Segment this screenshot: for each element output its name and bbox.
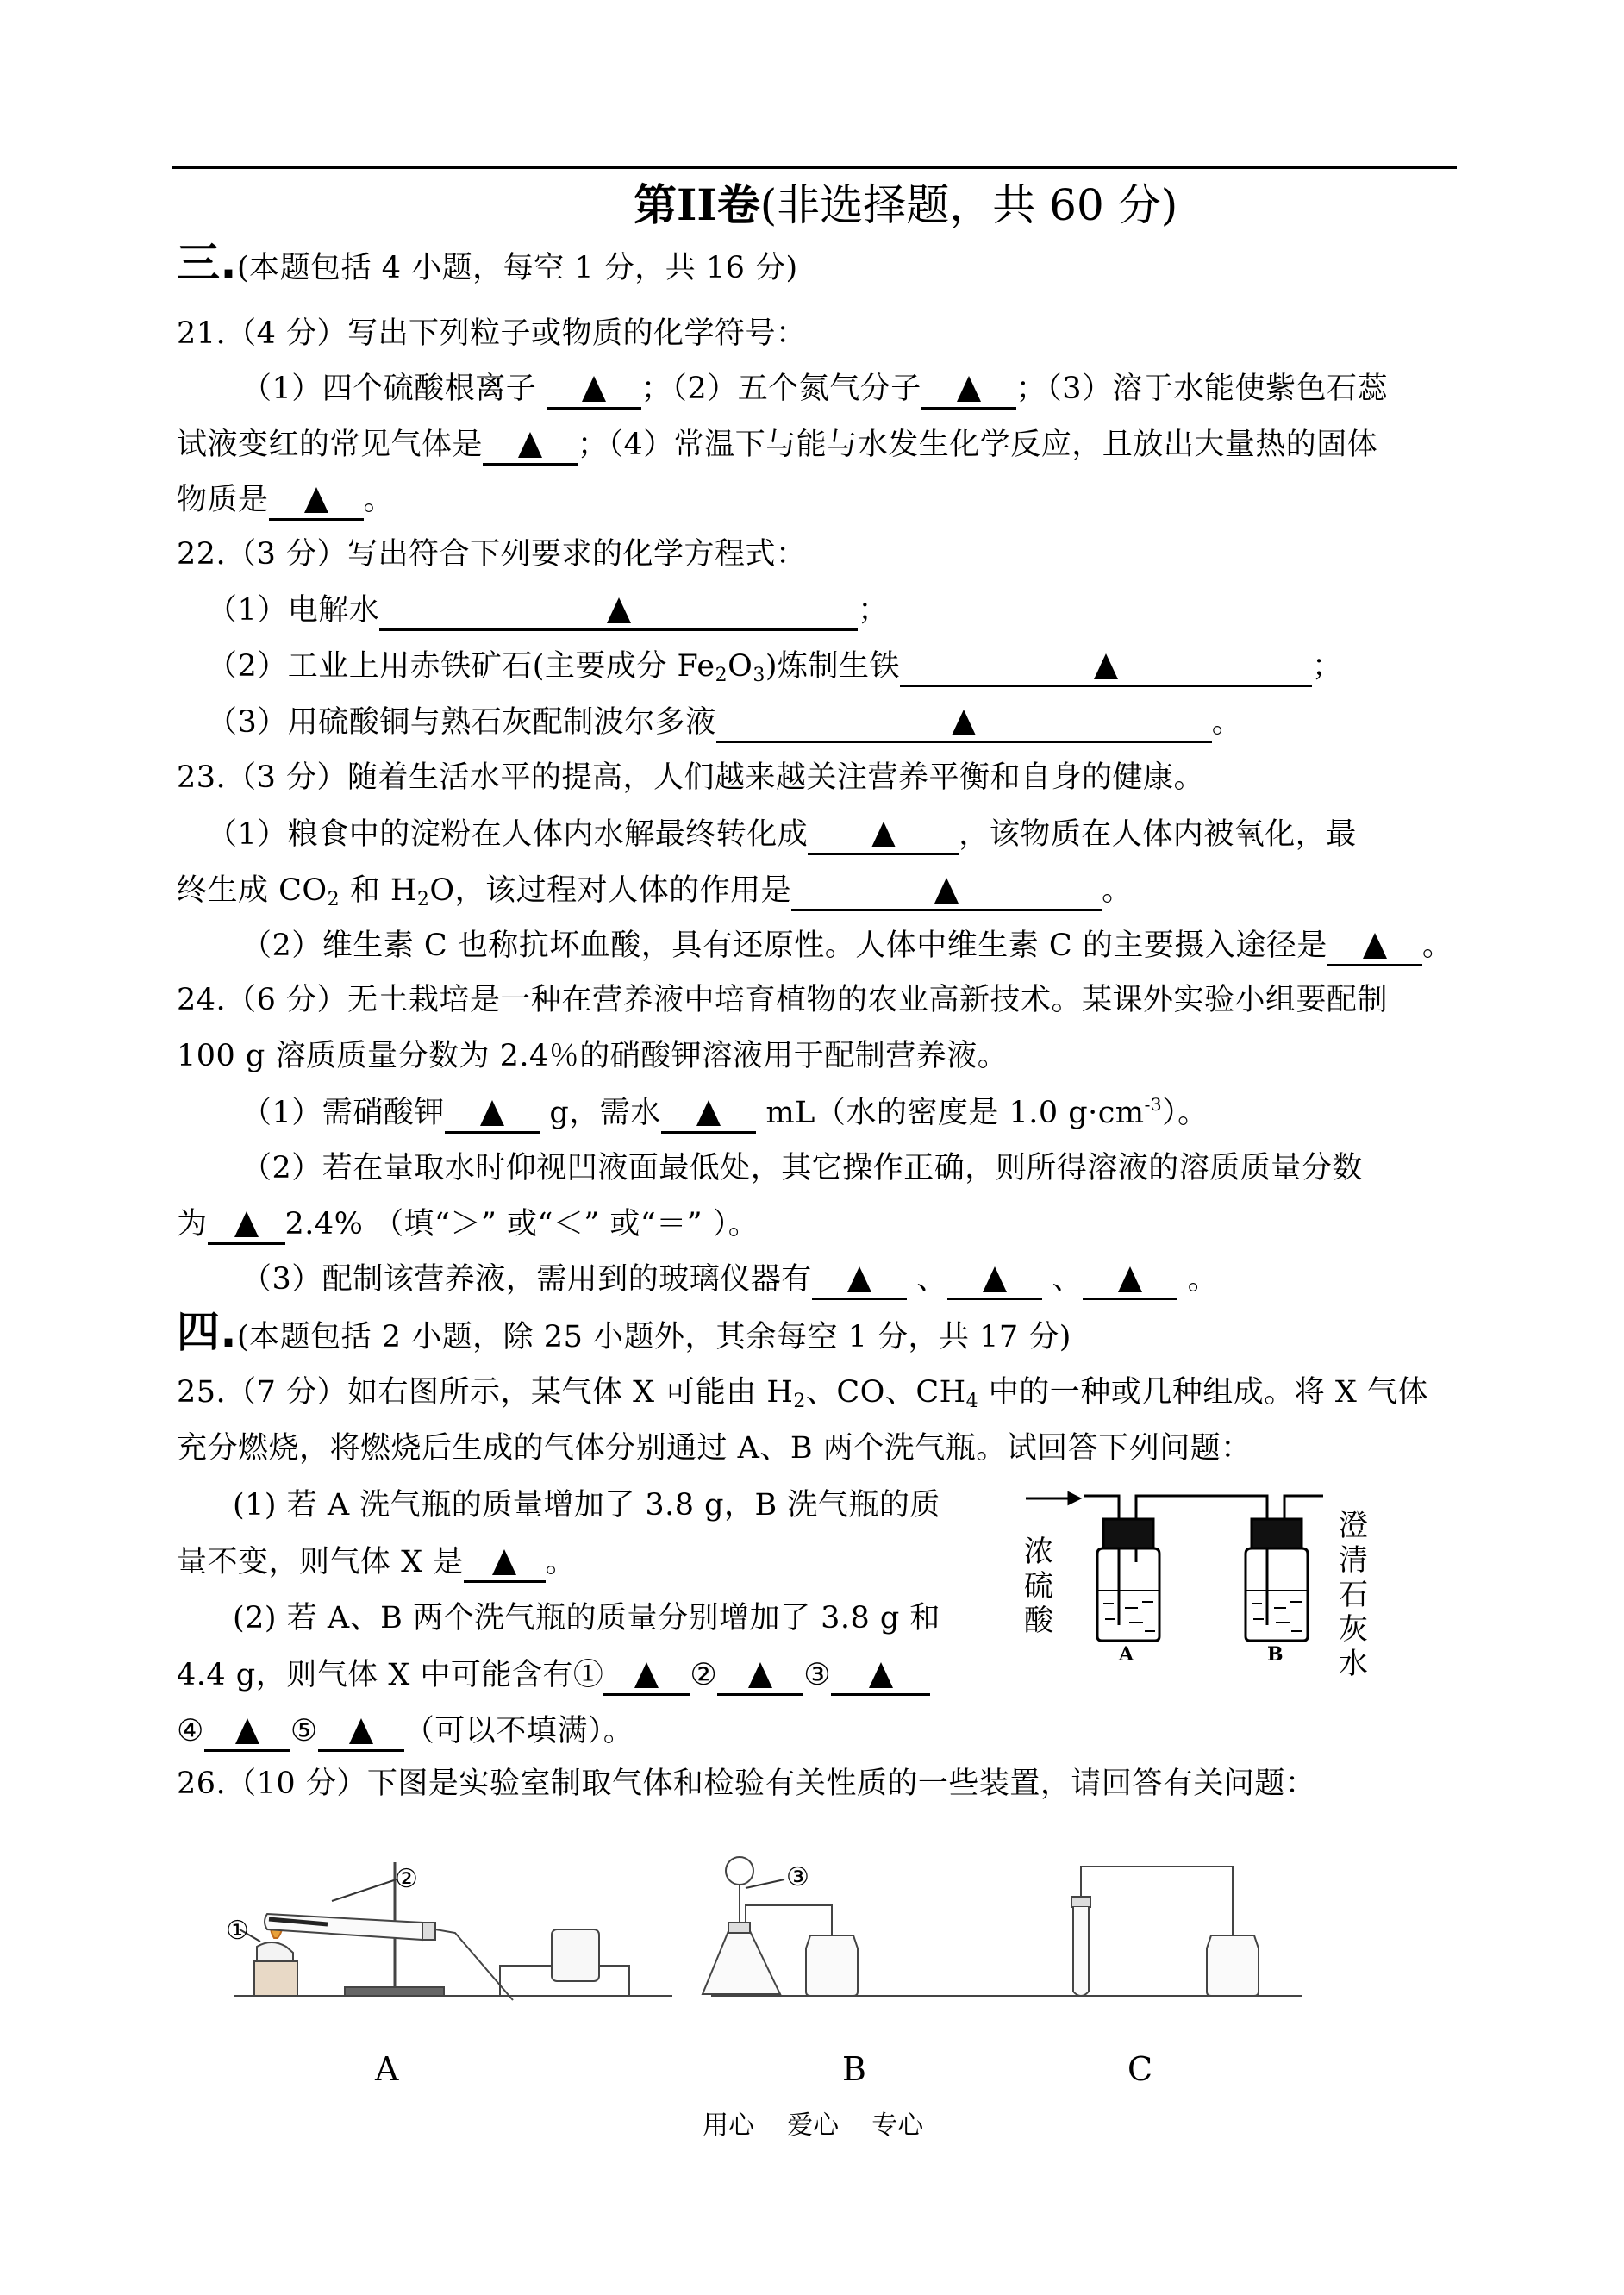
test-tube-c	[1073, 1907, 1089, 1996]
q24-line1	[241, 1093, 1209, 1132]
punct: 。	[1421, 929, 1453, 963]
q25-p1b-text: 量不变，则气体 X 是	[177, 1545, 464, 1579]
label-char: 酸	[1024, 1604, 1053, 1638]
answer-blank[interactable]	[547, 372, 641, 410]
q23-l2b: 和 H	[340, 873, 417, 908]
section-number: 三.	[177, 238, 237, 288]
q25-p2c	[177, 1711, 634, 1750]
label-char: 灰	[1339, 1612, 1368, 1647]
subscript: 4	[965, 1391, 979, 1412]
q24-line4	[241, 1260, 1218, 1298]
page-title	[634, 179, 1177, 231]
q25-p2a: (2) 若 A、B 两个洗气瓶的质量分别增加了 3.8 g 和	[233, 1601, 940, 1635]
answer-blank[interactable]	[603, 1659, 690, 1696]
marker-1: ①	[226, 1916, 249, 1946]
q21-l2b: ；（4）常温下与能与水发生化学反应，且放出大量热的固体	[578, 428, 1378, 462]
title-bold: 第II卷	[634, 179, 760, 230]
section-number: 四.	[177, 1307, 237, 1357]
conical-flask	[703, 1931, 780, 1994]
punct: ；	[640, 372, 672, 406]
q21-line2	[177, 425, 1377, 464]
thistle-funnel-bulb	[726, 1857, 753, 1885]
gas-collecting-bottle	[552, 1929, 599, 1981]
q25-p1a: (1) 若 A 洗气瓶的质量增加了 3.8 g，B 洗气瓶的质	[233, 1488, 940, 1523]
answer-blank[interactable]	[661, 1097, 756, 1134]
q22-p3: （3）用硫酸铜与熟石灰配制波尔多液	[207, 705, 716, 740]
circle-5: ⑤	[290, 1714, 318, 1748]
alcohol-lamp	[257, 1942, 293, 1961]
stand-base	[345, 1987, 444, 1996]
subscript: 2	[715, 665, 728, 686]
answer-triangle-icon	[1363, 933, 1387, 959]
q23-l2a: 终生成 CO	[177, 873, 328, 908]
answer-blank[interactable]	[900, 650, 1312, 687]
answer-triangle-icon	[518, 432, 542, 458]
punct: 。	[363, 483, 395, 517]
q24-p3: （3）配制该营养液，需用到的玻璃仪器有	[241, 1262, 812, 1297]
circle-2: ②	[690, 1658, 718, 1692]
answer-blank[interactable]	[208, 1208, 285, 1245]
q24-line2: （2）若在量取水时仰视凹液面最低处，其它操作正确，则所得溶液的溶质质量分数	[241, 1151, 1363, 1185]
q24-stem: 24.（6 分）无土栽培是一种在营养液中培育植物的农业高新技术。某课外实验小组要配制	[177, 983, 1389, 1017]
apparatus-drawing	[224, 1836, 1310, 2026]
apparatus-a-label: A	[375, 2050, 399, 2088]
section-4-heading	[177, 1307, 1071, 1357]
wash-bottles-drawing	[1009, 1483, 1491, 1681]
subscript: 2	[416, 889, 430, 910]
answer-blank[interactable]	[483, 428, 578, 466]
answer-triangle-icon	[607, 597, 631, 623]
answer-blank[interactable]	[947, 1263, 1042, 1300]
label-char: 清	[1339, 1543, 1368, 1578]
section-3-heading	[177, 238, 798, 288]
q24-p2b-b: 2.4% （填“＞” 或“＜” 或“＝” ）。	[284, 1207, 759, 1241]
q24-p1c: mL（水的密度是 1.0 g·cm	[755, 1096, 1145, 1130]
answer-blank[interactable]	[1327, 929, 1422, 966]
collecting-bottle-b	[806, 1935, 858, 1996]
q25-stem-c: 中的一种或几种组成。将 X 气体	[978, 1375, 1428, 1410]
q25-p2-end: （可以不填满）。	[403, 1714, 634, 1748]
q22-line1	[207, 591, 889, 629]
label-char: 硫	[1024, 1569, 1053, 1604]
stopper-b	[728, 1923, 750, 1933]
q21-l3a: 物质是	[177, 483, 269, 517]
answer-blank[interactable]	[379, 594, 858, 631]
answer-triangle-icon	[869, 1662, 893, 1688]
q21-line1	[241, 369, 1388, 408]
marker-2: ②	[395, 1864, 418, 1894]
answer-triangle-icon	[1118, 1266, 1142, 1292]
answer-blank[interactable]	[318, 1715, 404, 1752]
apparatus-b-label: B	[842, 2050, 866, 2088]
q21-p1: （1）四个硫酸根离子	[241, 372, 547, 406]
answer-blank[interactable]	[791, 874, 1102, 911]
q23-stem: 23.（3 分）随着生活水平的提高，人们越来越关注营养平衡和自身的健康。	[177, 760, 1205, 795]
q24-p1b: g，需水	[539, 1096, 661, 1130]
q25-p2b	[177, 1655, 930, 1694]
answer-blank[interactable]	[831, 1659, 930, 1696]
answer-blank[interactable]	[464, 1546, 546, 1583]
q24-p1d: ）。	[1162, 1096, 1209, 1130]
q23-line3	[241, 926, 1452, 965]
bottle-b	[1246, 1548, 1308, 1641]
label-char: 石	[1339, 1578, 1368, 1612]
punct: ；	[1312, 649, 1343, 684]
q23-line2	[177, 871, 1133, 910]
punct: 。	[1177, 1262, 1219, 1297]
subscript: 2	[793, 1391, 806, 1412]
q23-line1	[207, 815, 1357, 854]
limewater-label	[1336, 1509, 1371, 1681]
punct: ；	[858, 593, 889, 628]
q23-p1b: ，该物质在人体内被氧化，最	[959, 817, 1357, 852]
separator: 、	[906, 1262, 947, 1297]
answer-triangle-icon	[957, 376, 981, 402]
conc-sulfuric-acid-label	[1021, 1535, 1056, 1638]
q23-p2: （2）维生素 C 也称抗坏血酸，具有还原性。人体中维生素 C 的主要摄入途径是	[241, 929, 1327, 963]
q24-p2b-a: 为	[177, 1207, 208, 1241]
q25-stem-a: 25.（7 分）如右图所示，某气体 X 可能由 H	[177, 1375, 794, 1410]
answer-triangle-icon	[349, 1718, 373, 1744]
answer-triangle-icon	[234, 1211, 259, 1237]
q23-l2c: O，该过程对人体的作用是	[429, 873, 792, 908]
q24-p1a: （1）需硝酸钾	[241, 1096, 445, 1130]
page-footer: 用心 爱心 专心	[703, 2111, 924, 2141]
wood-block	[254, 1961, 297, 1996]
bottle-b-label: B	[1267, 1643, 1284, 1666]
answer-triangle-icon	[847, 1266, 871, 1292]
label-char: 浓	[1024, 1535, 1053, 1569]
q22-p2c: )炼制生铁	[765, 649, 900, 684]
q24-line3	[177, 1204, 759, 1243]
punct: 。	[1211, 705, 1243, 740]
answer-triangle-icon	[235, 1718, 259, 1744]
q22-p2a: （2）工业上用赤铁矿石(主要成分 Fe	[207, 649, 715, 684]
answer-blank[interactable]	[204, 1715, 290, 1752]
bottle-a	[1097, 1548, 1159, 1641]
q25-stem2: 充分燃烧，将燃烧后生成的气体分别通过 A、B 两个洗气瓶。试回答下列问题：	[177, 1431, 1252, 1466]
q21-p3: （3）溶于水能使紫色石蕊	[1046, 372, 1388, 406]
answer-blank[interactable]	[716, 706, 1212, 743]
answer-triangle-icon	[983, 1266, 1007, 1292]
circle-4: ④	[177, 1714, 204, 1748]
answer-blank[interactable]	[717, 1659, 803, 1696]
answer-blank[interactable]	[812, 1263, 907, 1300]
answer-blank[interactable]	[808, 818, 959, 855]
pointer-line-2	[332, 1879, 397, 1901]
subscript: 2	[327, 889, 340, 910]
apparatus-c-label: C	[1127, 2050, 1153, 2088]
stopper-b	[1252, 1519, 1302, 1548]
q22-p1: （1）电解水	[207, 593, 380, 628]
q24-stem2: 100 g 溶质质量分数为 2.4％的硝酸钾溶液用于配制营养液。	[177, 1039, 1009, 1073]
punct: 。	[1102, 873, 1133, 908]
superscript: -3	[1144, 1094, 1163, 1115]
marker-3: ③	[786, 1862, 809, 1892]
q25-p2b-text: 4.4 g，则气体 X 中可能含有①	[177, 1658, 604, 1692]
answer-blank[interactable]	[445, 1097, 540, 1134]
punct: ；	[1015, 372, 1047, 406]
circle-3: ③	[803, 1658, 832, 1692]
section-desc: (本题包括 4 小题，每空 1 分，共 16 分)	[237, 251, 798, 285]
q23-p1a: （1）粮食中的淀粉在人体内水解最终转化成	[207, 817, 809, 852]
answer-triangle-icon	[748, 1662, 772, 1688]
answer-blank[interactable]	[269, 484, 364, 521]
gas-washing-bottles-figure	[1009, 1483, 1491, 1681]
collecting-bottle-c	[1207, 1935, 1259, 1996]
answer-blank[interactable]	[921, 372, 1016, 410]
answer-triangle-icon	[634, 1662, 659, 1688]
connecting-tube	[1136, 1496, 1267, 1526]
q22-stem: 22.（3 分）写出符合下列要求的化学方程式：	[177, 537, 807, 572]
q25-stem-b: 、CO、CH	[805, 1375, 966, 1410]
separator: 、	[1041, 1262, 1084, 1297]
answer-triangle-icon	[582, 376, 606, 402]
pointer-line-3	[746, 1879, 784, 1888]
answer-triangle-icon	[480, 1100, 504, 1126]
answer-triangle-icon	[304, 487, 328, 513]
stopper-c	[1071, 1897, 1090, 1907]
title-rest: (非选择题，共 60 分)	[759, 180, 1178, 230]
q21-p2: （2）五个氮气分子	[671, 372, 921, 406]
stopper-a	[422, 1923, 435, 1940]
answer-triangle-icon	[871, 822, 896, 847]
q22-p2b: O	[728, 649, 753, 684]
q25-stem	[177, 1373, 1428, 1411]
answer-triangle-icon	[1094, 653, 1118, 679]
q22-line3	[207, 703, 1242, 741]
label-char: 水	[1339, 1647, 1368, 1681]
stopper-a	[1103, 1519, 1153, 1548]
answer-triangle-icon	[696, 1100, 721, 1126]
answer-blank[interactable]	[1083, 1263, 1177, 1300]
bottle-a-label: A	[1119, 1643, 1134, 1666]
inlet-arrow-head-icon	[1069, 1493, 1079, 1504]
answer-triangle-icon	[492, 1549, 516, 1575]
label-char: 澄	[1339, 1509, 1368, 1543]
q26-stem: 26.（10 分）下图是实验室制取气体和检验有关性质的一些装置，请回答有关问题：	[177, 1767, 1316, 1801]
q21-stem: 21.（4 分）写出下列粒子或物质的化学符号：	[177, 316, 807, 351]
answer-triangle-icon	[952, 710, 976, 735]
test-tube-a	[265, 1914, 422, 1940]
subscript: 3	[753, 665, 765, 686]
q21-l2a: 试液变红的常见气体是	[177, 428, 484, 462]
punct: 。	[545, 1545, 577, 1579]
answer-triangle-icon	[934, 878, 959, 904]
q25-p1b	[177, 1542, 576, 1581]
section-desc: (本题包括 2 小题，除 25 小题外，其余每空 1 分，共 17 分)	[237, 1320, 1071, 1354]
q22-line2	[207, 647, 1343, 685]
top-rule	[172, 166, 1457, 169]
lab-apparatus-figure	[224, 1836, 1310, 2095]
q21-line3	[177, 480, 394, 519]
